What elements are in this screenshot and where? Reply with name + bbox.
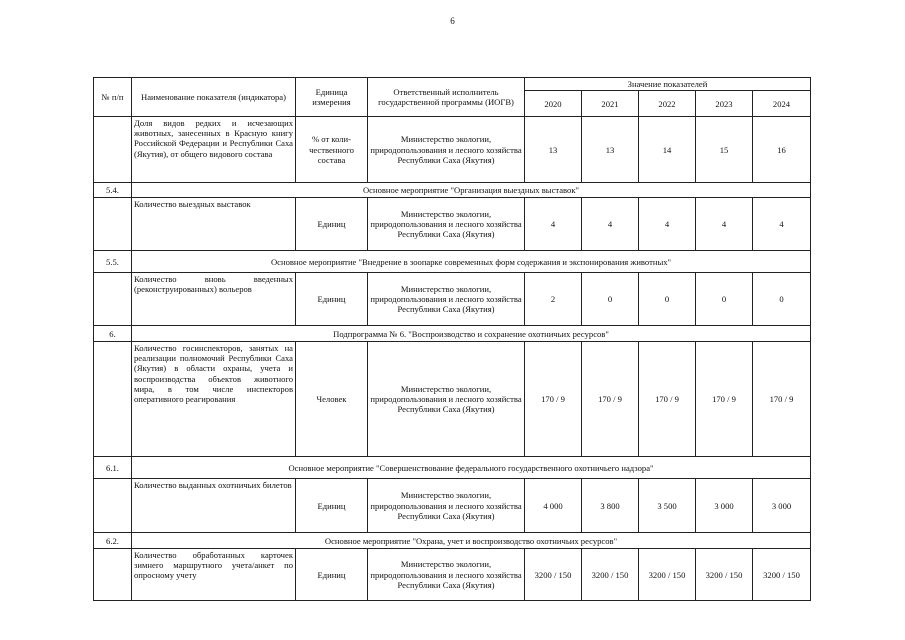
header-responsible: Ответственный исполнитель государственной программы (ИОГВ) xyxy=(368,78,525,117)
header-year: 2022 xyxy=(639,91,696,117)
section-row xyxy=(94,457,811,479)
value-cell: 4 xyxy=(639,198,696,251)
value-cell: 0 xyxy=(582,273,639,326)
indicator-unit: Человек xyxy=(296,342,368,457)
value-cell: 3200 / 150 xyxy=(582,549,639,601)
value-cell: 170 / 9 xyxy=(525,342,582,457)
header-values: Значение показателей xyxy=(525,78,811,91)
value-cell: 0 xyxy=(696,273,753,326)
row-num xyxy=(94,479,132,533)
indicator-responsible: Министерство экологии, природопользования и лесного хозяйства Республики Саха (Якутия) xyxy=(368,479,525,533)
value-cell: 170 / 9 xyxy=(696,342,753,457)
value-cell: 3200 / 150 xyxy=(639,549,696,601)
table-row xyxy=(94,549,811,601)
section-row xyxy=(94,183,811,198)
indicator-responsible: Министерство экологии, природопользования и лесного хозяйства Республики Саха (Якутия) xyxy=(368,273,525,326)
indicator-responsible: Министерство экологии, природопользования и лесного хозяйства Республики Саха (Якутия) xyxy=(368,117,525,183)
value-cell: 4 xyxy=(753,198,811,251)
section-num: 6. xyxy=(94,326,132,342)
indicator-responsible: Министерство экологии, природопользования и лесного хозяйства Республики Саха (Якутия) xyxy=(368,549,525,601)
indicator-name: Количество выданных охотничьих билетов xyxy=(132,479,296,533)
table-row xyxy=(94,273,811,326)
header-year: 2021 xyxy=(582,91,639,117)
value-cell: 0 xyxy=(639,273,696,326)
section-num: 5.4. xyxy=(94,183,132,198)
value-cell: 3200 / 150 xyxy=(696,549,753,601)
section-title: Основное мероприятие "Совершенствование федерального государственного охотничьего надзора" xyxy=(132,457,811,479)
value-cell: 14 xyxy=(639,117,696,183)
indicator-responsible: Министерство экологии, природопользования и лесного хозяйства Республики Саха (Якутия) xyxy=(368,342,525,457)
value-cell: 170 / 9 xyxy=(639,342,696,457)
table-row xyxy=(94,342,811,457)
indicator-unit: Единиц xyxy=(296,549,368,601)
indicator-unit: Единиц xyxy=(296,273,368,326)
header-year: 2023 xyxy=(696,91,753,117)
row-num xyxy=(94,273,132,326)
row-num xyxy=(94,198,132,251)
indicator-unit: % от коли-чественного состава xyxy=(296,117,368,183)
table-row xyxy=(94,479,811,533)
indicator-name: Количество выездных выставок xyxy=(132,198,296,251)
section-row xyxy=(94,533,811,549)
indicator-unit: Единиц xyxy=(296,198,368,251)
header-year: 2024 xyxy=(753,91,811,117)
value-cell: 4 xyxy=(582,198,639,251)
value-cell: 170 / 9 xyxy=(582,342,639,457)
indicator-name: Количество обработанных карточек зимнего маршрутного учета/анкет по опросному учету xyxy=(132,549,296,601)
indicator-name: Доля видов редких и исчезающих животных, занесенных в Красную книгу Российской Федерации и Республики Саха (Якутия), от общего видового состава xyxy=(132,117,296,183)
section-num: 6.1. xyxy=(94,457,132,479)
value-cell: 4 xyxy=(525,198,582,251)
header-unit: Единица измерения xyxy=(296,78,368,117)
value-cell: 16 xyxy=(753,117,811,183)
header-name: Наименование показателя (индикатора) xyxy=(132,78,296,117)
row-num xyxy=(94,117,132,183)
section-row xyxy=(94,326,811,342)
value-cell: 3 000 xyxy=(753,479,811,533)
value-cell: 13 xyxy=(525,117,582,183)
section-title: Основное мероприятие "Организация выездных выставок" xyxy=(132,183,811,198)
value-cell: 13 xyxy=(582,117,639,183)
section-num: 6.2. xyxy=(94,533,132,549)
section-row xyxy=(94,251,811,273)
value-cell: 3 000 xyxy=(696,479,753,533)
value-cell: 2 xyxy=(525,273,582,326)
value-cell: 0 xyxy=(753,273,811,326)
value-cell: 3200 / 150 xyxy=(753,549,811,601)
section-title: Основное мероприятие "Охрана, учет и воспроизводство охотничьих ресурсов" xyxy=(132,533,811,549)
value-cell: 170 / 9 xyxy=(753,342,811,457)
value-cell: 15 xyxy=(696,117,753,183)
value-cell: 4 xyxy=(696,198,753,251)
table-row xyxy=(94,198,811,251)
value-cell: 3200 / 150 xyxy=(525,549,582,601)
indicators-table xyxy=(93,77,811,601)
value-cell: 3 800 xyxy=(582,479,639,533)
value-cell: 4 000 xyxy=(525,479,582,533)
indicator-name: Количество госинспекторов, занятых на реализации полномочий Республики Саха (Якутия) в области охраны, учета и воспроизводства объектов животного мира, в том числе инспекторов оперативного реагирования xyxy=(132,342,296,457)
row-num xyxy=(94,549,132,601)
header-year: 2020 xyxy=(525,91,582,117)
header-num: № п/п xyxy=(94,78,132,117)
page-number: 6 xyxy=(450,16,455,26)
value-cell: 3 500 xyxy=(639,479,696,533)
indicator-responsible: Министерство экологии, природопользования и лесного хозяйства Республики Саха (Якутия) xyxy=(368,198,525,251)
row-num xyxy=(94,342,132,457)
table-row xyxy=(94,117,811,183)
section-title: Подпрограмма № 6. "Воспроизводство и сохранение охотничьих ресурсов" xyxy=(132,326,811,342)
indicator-unit: Единиц xyxy=(296,479,368,533)
section-num: 5.5. xyxy=(94,251,132,273)
section-title: Основное мероприятие "Внедрение в зоопарке современных форм содержания и экспонирования животных" xyxy=(132,251,811,273)
indicator-name: Количество вновь введенных (реконструированных) вольеров xyxy=(132,273,296,326)
